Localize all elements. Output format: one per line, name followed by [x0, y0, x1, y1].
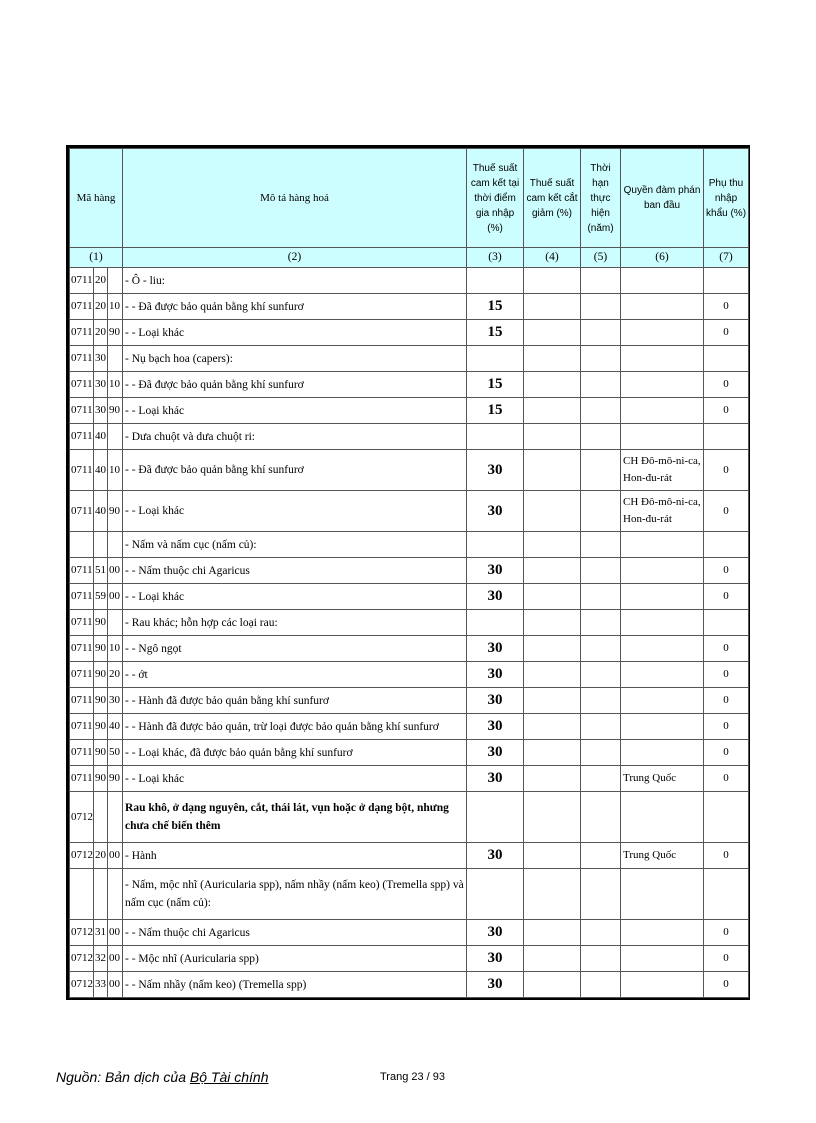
cut-rate-cell [524, 946, 581, 972]
negotiating-rights-cell [621, 688, 704, 714]
surcharge-cell [704, 346, 749, 372]
term-cell [581, 688, 621, 714]
description-cell: - Rau khác; hỗn hợp các loại rau: [123, 610, 467, 636]
hs-subheading-cell: 20 [94, 294, 108, 320]
accession-rate-cell [467, 610, 524, 636]
hs-suffix-cell: 00 [108, 558, 123, 584]
negotiating-rights-cell [621, 636, 704, 662]
surcharge-cell: 0 [704, 320, 749, 346]
hs-subheading-cell: 51 [94, 558, 108, 584]
column-number: (4) [524, 248, 581, 268]
term-cell [581, 766, 621, 792]
cut-rate-cell [524, 636, 581, 662]
table-row [70, 688, 749, 714]
table-body [70, 268, 749, 998]
cut-rate-cell [524, 558, 581, 584]
table-row [70, 792, 749, 843]
hs-subheading-cell: 59 [94, 584, 108, 610]
hs-suffix-cell: 90 [108, 398, 123, 424]
cut-rate-cell [524, 532, 581, 558]
negotiating-rights-cell [621, 558, 704, 584]
cut-rate-cell [524, 610, 581, 636]
table-row [70, 740, 749, 766]
cut-rate-cell [524, 584, 581, 610]
surcharge-cell: 0 [704, 946, 749, 972]
cut-rate-cell [524, 268, 581, 294]
term-cell [581, 792, 621, 843]
hs-heading-cell: 0712 [70, 972, 94, 998]
hs-subheading-cell: 30 [94, 346, 108, 372]
hs-suffix-cell: 10 [108, 372, 123, 398]
cut-rate-cell [524, 688, 581, 714]
term-cell [581, 714, 621, 740]
table-row [70, 558, 749, 584]
accession-rate-cell: 30 [467, 972, 524, 998]
table-row [70, 424, 749, 450]
hs-subheading-cell: 40 [94, 450, 108, 491]
term-cell [581, 662, 621, 688]
table-row [70, 766, 749, 792]
table-row [70, 610, 749, 636]
description-cell: - - Hành đã được bảo quản, trừ loại được bảo quản bằng khí sunfurơ [123, 714, 467, 740]
hs-heading-cell: 0711 [70, 688, 94, 714]
surcharge-cell [704, 268, 749, 294]
term-cell [581, 972, 621, 998]
hs-subheading-cell: 40 [94, 491, 108, 532]
hs-suffix-cell [108, 869, 123, 920]
hs-heading-cell: 0711 [70, 372, 94, 398]
term-cell [581, 636, 621, 662]
surcharge-cell: 0 [704, 662, 749, 688]
description-cell: - - Hành đã được bảo quản bằng khí sunfurơ [123, 688, 467, 714]
hs-subheading-cell: 90 [94, 766, 108, 792]
cut-rate-cell [524, 662, 581, 688]
column-number: (6) [621, 248, 704, 268]
accession-rate-cell: 15 [467, 398, 524, 424]
hs-subheading-cell: 90 [94, 610, 108, 636]
table-row [70, 346, 749, 372]
surcharge-cell: 0 [704, 740, 749, 766]
description-cell: - - Đã được bảo quản bằng khí sunfurơ [123, 372, 467, 398]
hs-suffix-cell: 10 [108, 450, 123, 491]
header-negotiating-rights: Quyền đàm phán ban đầu [621, 149, 704, 248]
negotiating-rights-cell: Trung Quốc [621, 843, 704, 869]
header-term: Thời hạn thực hiện (năm) [581, 149, 621, 248]
hs-subheading-cell: 90 [94, 688, 108, 714]
description-cell: Rau khô, ở dạng nguyên, cắt, thái lát, vụn hoặc ở dạng bột, nhưng chưa chế biến thêm [123, 792, 467, 843]
footer-source-link[interactable]: Bộ Tài chính [189, 1069, 269, 1085]
cut-rate-cell [524, 320, 581, 346]
column-number: (1) [70, 248, 123, 268]
hs-suffix-cell: 00 [108, 920, 123, 946]
surcharge-cell [704, 424, 749, 450]
term-cell [581, 372, 621, 398]
cut-rate-cell [524, 740, 581, 766]
description-cell: - - Loại khác [123, 491, 467, 532]
tariff-table-frame [66, 145, 750, 1000]
table-row [70, 584, 749, 610]
header-row [70, 149, 749, 248]
accession-rate-cell: 30 [467, 450, 524, 491]
hs-heading-cell: 0711 [70, 346, 94, 372]
column-number: (2) [123, 248, 467, 268]
surcharge-cell: 0 [704, 398, 749, 424]
table-row [70, 843, 749, 869]
hs-subheading-cell [94, 869, 108, 920]
table-row [70, 920, 749, 946]
hs-heading-cell: 0711 [70, 766, 94, 792]
description-cell: - - Loại khác [123, 398, 467, 424]
hs-subheading-cell [94, 792, 108, 843]
hs-suffix-cell [108, 610, 123, 636]
column-number: (5) [581, 248, 621, 268]
table-row [70, 662, 749, 688]
term-cell [581, 558, 621, 584]
table-row [70, 491, 749, 532]
surcharge-cell [704, 610, 749, 636]
surcharge-cell [704, 532, 749, 558]
accession-rate-cell: 30 [467, 688, 524, 714]
hs-subheading-cell: 32 [94, 946, 108, 972]
hs-suffix-cell: 90 [108, 320, 123, 346]
negotiating-rights-cell [621, 346, 704, 372]
negotiating-rights-cell: Trung Quốc [621, 766, 704, 792]
hs-suffix-cell [108, 346, 123, 372]
accession-rate-cell: 15 [467, 320, 524, 346]
cut-rate-cell [524, 372, 581, 398]
table-row [70, 320, 749, 346]
hs-heading-cell: 0711 [70, 424, 94, 450]
cut-rate-cell [524, 294, 581, 320]
term-cell [581, 491, 621, 532]
table-row [70, 532, 749, 558]
description-cell: - - Loại khác [123, 766, 467, 792]
accession-rate-cell: 15 [467, 294, 524, 320]
hs-subheading-cell: 90 [94, 714, 108, 740]
hs-suffix-cell: 90 [108, 766, 123, 792]
tariff-table [69, 148, 749, 998]
description-cell: - Nấm, mộc nhĩ (Auricularia spp), nấm nhầy (nấm keo) (Tremella spp) và nấm cục (nấm củ): [123, 869, 467, 920]
accession-rate-cell: 30 [467, 740, 524, 766]
hs-heading-cell [70, 532, 94, 558]
hs-heading-cell: 0711 [70, 740, 94, 766]
table-row [70, 714, 749, 740]
hs-suffix-cell: 00 [108, 843, 123, 869]
hs-heading-cell: 0711 [70, 610, 94, 636]
header-surcharge: Phụ thu nhập khẩu (%) [704, 149, 749, 248]
description-cell: - - Nấm thuộc chi Agaricus [123, 558, 467, 584]
hs-suffix-cell: 00 [108, 946, 123, 972]
cut-rate-cell [524, 972, 581, 998]
cut-rate-cell [524, 843, 581, 869]
accession-rate-cell [467, 869, 524, 920]
table-row [70, 972, 749, 998]
page-number: Trang 23 / 93 [380, 1071, 446, 1083]
table-row [70, 869, 749, 920]
header-description: Mô tả hàng hoá [123, 149, 467, 248]
term-cell [581, 294, 621, 320]
hs-suffix-cell: 30 [108, 688, 123, 714]
description-cell: - Dưa chuột và dưa chuột ri: [123, 424, 467, 450]
cut-rate-cell [524, 450, 581, 491]
hs-subheading-cell: 31 [94, 920, 108, 946]
negotiating-rights-cell [621, 424, 704, 450]
description-cell: - - Đã được bảo quản bằng khí sunfurơ [123, 294, 467, 320]
surcharge-cell: 0 [704, 491, 749, 532]
hs-subheading-cell: 20 [94, 320, 108, 346]
surcharge-cell: 0 [704, 972, 749, 998]
footer-source-prefix: Nguồn: Bản dịch của [56, 1069, 190, 1085]
negotiating-rights-cell [621, 740, 704, 766]
hs-suffix-cell: 00 [108, 584, 123, 610]
surcharge-cell: 0 [704, 636, 749, 662]
term-cell [581, 584, 621, 610]
hs-heading-cell: 0712 [70, 920, 94, 946]
hs-subheading-cell: 33 [94, 972, 108, 998]
hs-heading-cell: 0712 [70, 843, 94, 869]
hs-heading-cell: 0711 [70, 584, 94, 610]
cut-rate-cell [524, 346, 581, 372]
description-cell: - Ô - liu: [123, 268, 467, 294]
term-cell [581, 843, 621, 869]
header-code: Mã hàng [70, 149, 123, 248]
accession-rate-cell [467, 424, 524, 450]
surcharge-cell: 0 [704, 714, 749, 740]
accession-rate-cell: 30 [467, 946, 524, 972]
description-cell: - - Nấm thuộc chi Agaricus [123, 920, 467, 946]
negotiating-rights-cell: CH Đô-mô-ni-ca, Hon-đu-rát [621, 491, 704, 532]
hs-heading-cell: 0711 [70, 662, 94, 688]
description-cell: - - Mộc nhĩ (Auricularia spp) [123, 946, 467, 972]
surcharge-cell: 0 [704, 450, 749, 491]
hs-suffix-cell: 50 [108, 740, 123, 766]
table-row [70, 294, 749, 320]
hs-suffix-cell [108, 268, 123, 294]
surcharge-cell: 0 [704, 584, 749, 610]
description-cell: - - Đã được bảo quản bằng khí sunfurơ [123, 450, 467, 491]
table-row [70, 268, 749, 294]
negotiating-rights-cell [621, 972, 704, 998]
accession-rate-cell [467, 532, 524, 558]
negotiating-rights-cell [621, 610, 704, 636]
surcharge-cell: 0 [704, 843, 749, 869]
hs-heading-cell: 0711 [70, 398, 94, 424]
surcharge-cell: 0 [704, 688, 749, 714]
term-cell [581, 610, 621, 636]
accession-rate-cell [467, 346, 524, 372]
negotiating-rights-cell [621, 869, 704, 920]
cut-rate-cell [524, 869, 581, 920]
hs-suffix-cell: 10 [108, 636, 123, 662]
negotiating-rights-cell [621, 662, 704, 688]
header-rate: Thuế suất cam kết tại thời điểm gia nhập (%) [467, 149, 524, 248]
hs-heading-cell: 0711 [70, 636, 94, 662]
accession-rate-cell: 30 [467, 636, 524, 662]
term-cell [581, 946, 621, 972]
term-cell [581, 398, 621, 424]
hs-suffix-cell [108, 792, 123, 843]
surcharge-cell: 0 [704, 372, 749, 398]
term-cell [581, 268, 621, 294]
description-cell: - - ớt [123, 662, 467, 688]
accession-rate-cell: 30 [467, 662, 524, 688]
accession-rate-cell: 30 [467, 714, 524, 740]
term-cell [581, 450, 621, 491]
negotiating-rights-cell [621, 584, 704, 610]
hs-subheading-cell: 90 [94, 740, 108, 766]
table-row [70, 636, 749, 662]
negotiating-rights-cell [621, 372, 704, 398]
surcharge-cell [704, 869, 749, 920]
column-number: (7) [704, 248, 749, 268]
negotiating-rights-cell [621, 268, 704, 294]
term-cell [581, 346, 621, 372]
accession-rate-cell: 30 [467, 843, 524, 869]
hs-suffix-cell: 10 [108, 294, 123, 320]
hs-heading-cell: 0712 [70, 946, 94, 972]
negotiating-rights-cell [621, 792, 704, 843]
cut-rate-cell [524, 424, 581, 450]
hs-subheading-cell [94, 532, 108, 558]
description-cell: - - Ngô ngọt [123, 636, 467, 662]
hs-subheading-cell: 20 [94, 843, 108, 869]
accession-rate-cell: 30 [467, 491, 524, 532]
table-row [70, 372, 749, 398]
term-cell [581, 740, 621, 766]
surcharge-cell: 0 [704, 294, 749, 320]
term-cell [581, 424, 621, 450]
description-cell: - Nấm và nấm cục (nấm củ): [123, 532, 467, 558]
hs-heading-cell: 0711 [70, 268, 94, 294]
negotiating-rights-cell: CH Đô-mô-ni-ca, Hon-đu-rát [621, 450, 704, 491]
negotiating-rights-cell [621, 946, 704, 972]
negotiating-rights-cell [621, 532, 704, 558]
table-row [70, 946, 749, 972]
hs-heading-cell: 0712 [70, 792, 94, 843]
hs-suffix-cell [108, 424, 123, 450]
hs-suffix-cell: 20 [108, 662, 123, 688]
accession-rate-cell: 15 [467, 372, 524, 398]
hs-suffix-cell: 90 [108, 491, 123, 532]
hs-subheading-cell: 90 [94, 636, 108, 662]
surcharge-cell: 0 [704, 558, 749, 584]
accession-rate-cell [467, 792, 524, 843]
term-cell [581, 869, 621, 920]
column-number-row [70, 248, 749, 268]
description-cell: - - Loại khác, đã được bảo quản bằng khí sunfurơ [123, 740, 467, 766]
description-cell: - Hành [123, 843, 467, 869]
cut-rate-cell [524, 714, 581, 740]
negotiating-rights-cell [621, 320, 704, 346]
accession-rate-cell: 30 [467, 766, 524, 792]
hs-heading-cell: 0711 [70, 558, 94, 584]
term-cell [581, 532, 621, 558]
cut-rate-cell [524, 766, 581, 792]
term-cell [581, 920, 621, 946]
column-number: (3) [467, 248, 524, 268]
hs-subheading-cell: 30 [94, 398, 108, 424]
description-cell: - - Loại khác [123, 584, 467, 610]
hs-heading-cell: 0711 [70, 450, 94, 491]
header-cut-rate: Thuế suất cam kết cắt giảm (%) [524, 149, 581, 248]
hs-heading-cell: 0711 [70, 714, 94, 740]
description-cell: - - Nấm nhầy (nấm keo) (Tremella spp) [123, 972, 467, 998]
term-cell [581, 320, 621, 346]
hs-heading-cell: 0711 [70, 491, 94, 532]
negotiating-rights-cell [621, 398, 704, 424]
description-cell: - Nụ bạch hoa (capers): [123, 346, 467, 372]
cut-rate-cell [524, 792, 581, 843]
accession-rate-cell: 30 [467, 920, 524, 946]
hs-heading-cell [70, 869, 94, 920]
table-row [70, 450, 749, 491]
negotiating-rights-cell [621, 920, 704, 946]
hs-suffix-cell [108, 532, 123, 558]
cut-rate-cell [524, 398, 581, 424]
accession-rate-cell: 30 [467, 558, 524, 584]
hs-heading-cell: 0711 [70, 294, 94, 320]
negotiating-rights-cell [621, 294, 704, 320]
hs-subheading-cell: 90 [94, 662, 108, 688]
hs-subheading-cell: 40 [94, 424, 108, 450]
hs-heading-cell: 0711 [70, 320, 94, 346]
hs-subheading-cell: 20 [94, 268, 108, 294]
negotiating-rights-cell [621, 714, 704, 740]
accession-rate-cell [467, 268, 524, 294]
description-cell: - - Loại khác [123, 320, 467, 346]
surcharge-cell: 0 [704, 920, 749, 946]
cut-rate-cell [524, 920, 581, 946]
table-row [70, 398, 749, 424]
cut-rate-cell [524, 491, 581, 532]
surcharge-cell: 0 [704, 766, 749, 792]
hs-subheading-cell: 30 [94, 372, 108, 398]
hs-suffix-cell: 00 [108, 972, 123, 998]
accession-rate-cell: 30 [467, 584, 524, 610]
footer-source [56, 1069, 268, 1085]
surcharge-cell [704, 792, 749, 843]
hs-suffix-cell: 40 [108, 714, 123, 740]
